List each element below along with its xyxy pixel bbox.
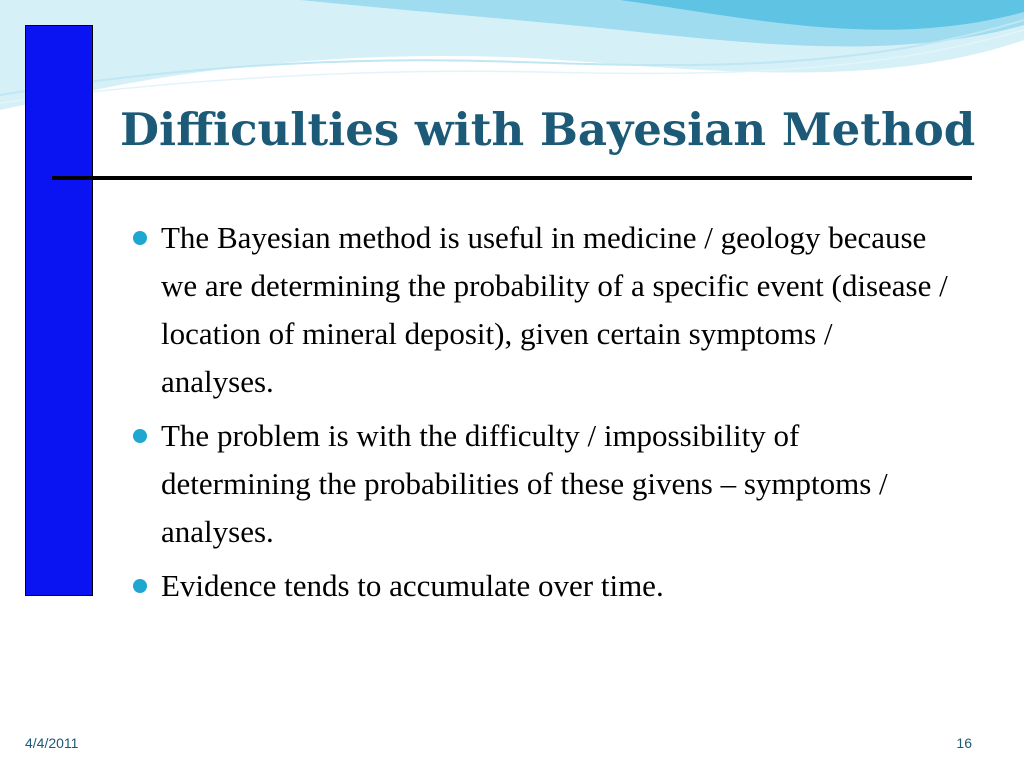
bullet-dot-icon [133, 231, 147, 245]
bullet-text: Evidence tends to accumulate over time. [161, 568, 664, 603]
bullet-dot-icon [133, 579, 147, 593]
footer-date: 4/4/2011 [25, 735, 79, 751]
bullet-item [130, 562, 950, 610]
slide-title: Difficulties with Bayesian Method [120, 103, 976, 156]
slide-number: 16 [956, 735, 972, 751]
bullet-text: The Bayesian method is useful in medicine / geology because we are determining the probability of a specific event (disease / location of mineral deposit), given certain symptoms / analyses. [161, 220, 948, 399]
bullet-dot-icon [133, 429, 147, 443]
title-divider [52, 176, 972, 180]
bullet-item [130, 412, 950, 556]
bullet-text: The problem is with the difficulty / impossibility of determining the probabilities of these givens – symptoms / analyses. [161, 418, 888, 549]
bullet-item [130, 214, 950, 406]
bullet-list [130, 214, 950, 616]
accent-bar [25, 25, 93, 596]
